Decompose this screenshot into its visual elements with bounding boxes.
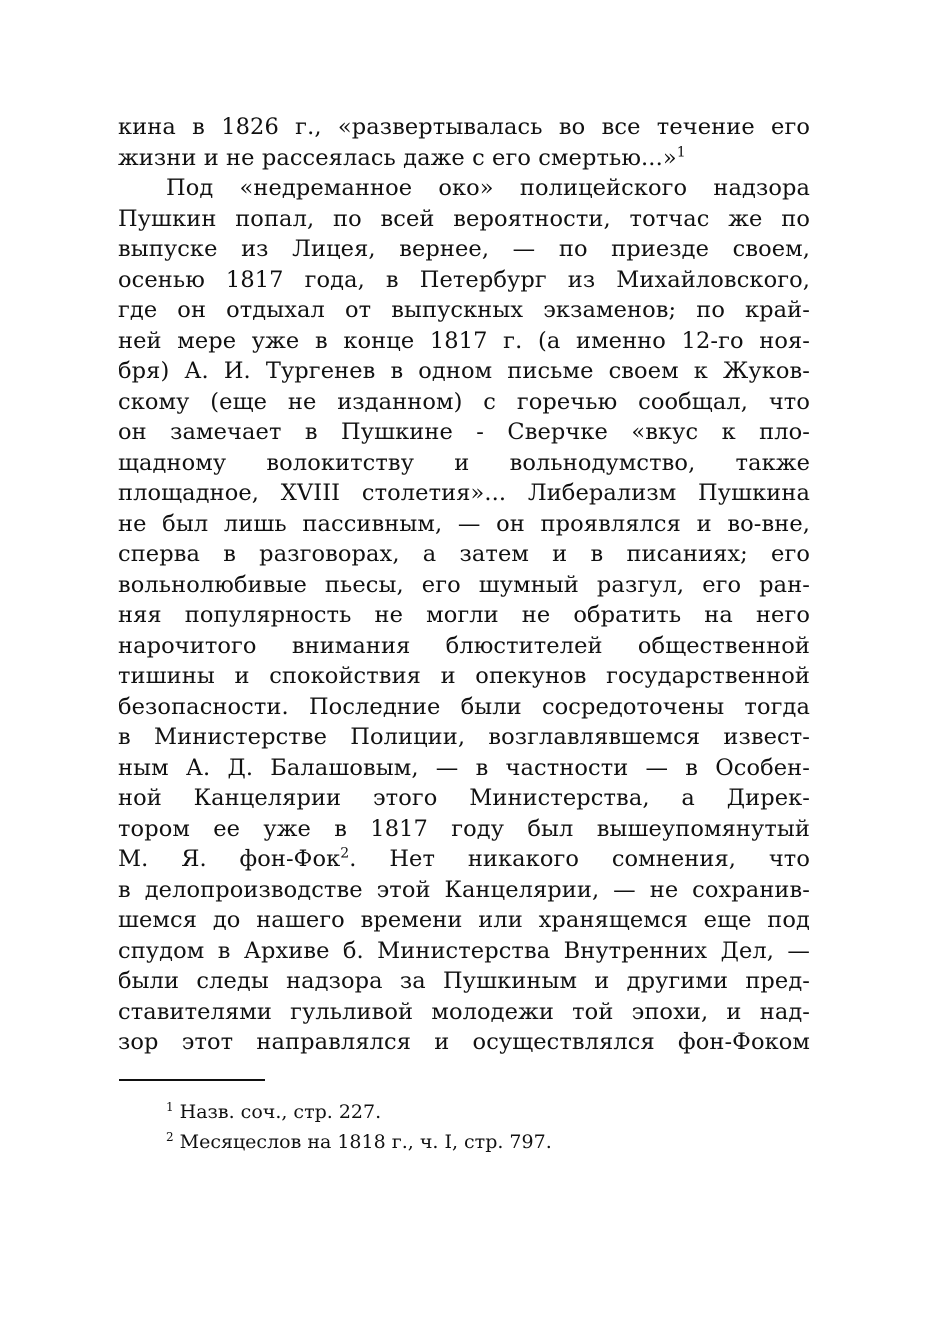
text-line: в Министерстве Полиции, возглавлявшемся извест- xyxy=(118,724,810,750)
text-line: бря) А. И. Тургенев в одном письме своем к Жуков- xyxy=(118,358,810,384)
text-line: Под «недреманное око» полицейского надзора xyxy=(166,175,810,201)
text-line: зор этот направлялся и осуществлялся фон-Фоком xyxy=(118,1029,810,1055)
footnote-1 xyxy=(166,1097,766,1127)
text-line: спудом в Архиве б. Министерства Внутренних Дел, — xyxy=(118,937,810,964)
text-line: ставителями гульливой молодежи той эпохи, и над- xyxy=(118,998,810,1025)
text-line: безопасности. Последние были сосредоточены тогда xyxy=(118,693,810,720)
text-line: кина в 1826 г., «развертывалась во все течение его xyxy=(118,114,810,140)
text-line: где он отдыхал от выпускных экзаменов; по край- xyxy=(118,297,810,323)
footnote-text: Назв. соч., стр. 227. xyxy=(179,1101,382,1123)
text-line: ным А. Д. Балашовым, — в частности — в Особен- xyxy=(118,754,810,781)
text-line: были следы надзора за Пушкиным и другими пред- xyxy=(118,968,810,994)
text-line: он замечает в Пушкине - Сверчке «вкус к пло- xyxy=(118,419,810,445)
text-line: шемся до нашего времени или хранящемся еще под xyxy=(118,907,810,933)
text-line: щадному волокитству и вольнодумство, также xyxy=(118,449,810,476)
footnote-mark: 2 xyxy=(166,1129,174,1144)
text-line: Пушкин попал, по всей вероятности, тотчас же по xyxy=(118,205,810,232)
footnote-divider xyxy=(119,1079,265,1081)
footnote-2 xyxy=(166,1127,766,1157)
text-line: площадное, XVIII столетия»... Либерализм Пушкина xyxy=(118,480,810,506)
text-line: нарочитого внимания блюстителей общественной xyxy=(118,632,810,659)
footnotes xyxy=(166,1097,766,1157)
footnote-mark: 1 xyxy=(166,1099,174,1114)
footnote-reference: 2 xyxy=(340,845,350,862)
footnote-reference: 1 xyxy=(676,144,686,160)
text-line: тишины и спокойствия и опекунов государственной xyxy=(118,663,810,689)
text-line: выпуске из Лицея, вернее, — по приезде своем, xyxy=(118,236,810,262)
text-line xyxy=(118,844,810,875)
text-line: в делопроизводстве этой Канцелярии, — не сохранив- xyxy=(118,876,810,903)
text-line: сперва в разговорах, а затем и в писаниях; его xyxy=(118,541,810,567)
text-line: ной Канцелярии этого Министерства, а Дирек- xyxy=(118,785,810,811)
text-line: няя популярность не могли не обратить на него xyxy=(118,602,810,628)
text-line: скому (еще не изданном) с горечью сообщал, что xyxy=(118,388,810,415)
line-text: жизни и не рассеялась даже с его смертью...» xyxy=(118,144,677,171)
text-line: осенью 1817 года, в Петербург из Михайловского, xyxy=(118,266,810,293)
text-line xyxy=(118,143,810,174)
text-line: ней мере уже в конце 1817 г. (а именно 12-го ноя- xyxy=(118,327,810,354)
line-text: М. Я. фон-Фок xyxy=(118,846,341,872)
text-line: вольнолюбивые пьесы, его шумный разгул, его ран- xyxy=(118,571,810,598)
main-text xyxy=(118,112,810,1058)
text-line: тором ее уже в 1817 году был вышеупомянутый xyxy=(118,815,810,842)
footnote-text: Месяцеслов на 1818 г., ч. I, стр. 797. xyxy=(179,1131,552,1153)
line-text: . Нет никакого сомнения, что xyxy=(349,846,810,872)
text-line: не был лишь пассивным, — он проявлялся и во-вне, xyxy=(118,510,810,537)
